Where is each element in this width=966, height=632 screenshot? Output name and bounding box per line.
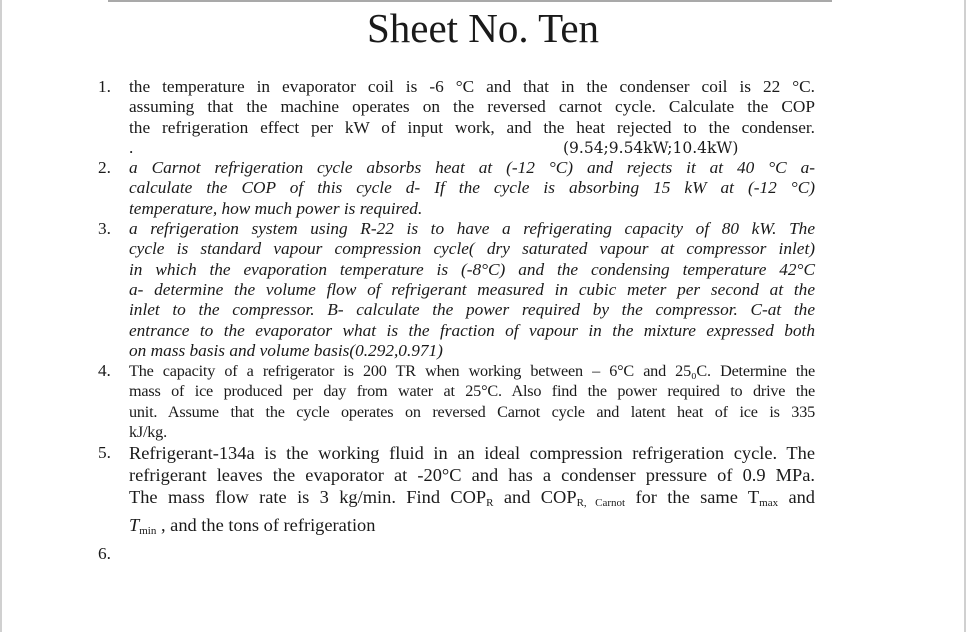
problem-number: 4. <box>98 361 111 381</box>
problem-list <box>0 77 966 565</box>
problem-line-part: and COP <box>493 487 577 508</box>
problem-line: mass of ice produced per day from water at 25°C. Also find the power required to drive the <box>129 382 815 401</box>
problem-line-with-subscripts <box>129 514 815 542</box>
problem-line-part: and <box>778 487 816 508</box>
problem-line: the refrigeration effect per kW of input work, and the heat rejected to the condenser. <box>129 117 815 137</box>
problem-number: 6. <box>98 544 111 564</box>
problem-4 <box>0 361 815 442</box>
problem-line-part: for the same T <box>625 487 760 508</box>
problem-1 <box>0 77 815 158</box>
problem-line: the temperature in evaporator coil is -6 °C and that in the condenser coil is 22 °C. <box>129 77 815 96</box>
problem-number: 5. <box>98 443 111 463</box>
subscript: R, Carnot <box>576 497 626 510</box>
answer-bullet: . <box>129 137 134 157</box>
problem-line: assuming that the machine operates on the reversed carnot cycle. Calculate the COP <box>129 97 815 117</box>
problem-line: a- determine the volume flow of refrigerant measured in cubic meter per second at the <box>129 279 815 299</box>
problem-line: temperature, how much power is required. <box>129 198 423 218</box>
problem-number: 1. <box>98 77 111 96</box>
problem-line: in which the evaporation temperature is (-8°C) and the condensing temperature 42°C <box>129 259 815 279</box>
variable-symbol: T <box>129 515 140 536</box>
problem-line: inlet to the compressor. B- calculate the power required by the compressor. C-at the <box>129 300 815 320</box>
problem-line: entrance to the evaporator what is the fraction of vapour in the mixture expressed both <box>129 320 815 340</box>
answer-row <box>129 138 815 158</box>
problem-line: calculate the COP of this cycle d- If the cycle is absorbing 15 kW at (-12 °C) <box>129 178 815 198</box>
problem-line-part: , and the tons of refrigeration <box>156 515 376 536</box>
problem-text <box>129 219 815 361</box>
top-rule <box>108 0 832 2</box>
problem-number: 3. <box>98 219 111 239</box>
problem-text <box>129 77 815 158</box>
problem-line: a refrigeration system using R-22 is to have a refrigerating capacity of 80 kW. The <box>129 219 815 239</box>
subscript: min <box>139 525 157 538</box>
problem-text <box>129 544 133 563</box>
problem-line: The capacity of a refrigerator is 200 TR when working between – 6°C and 25₀C. Determine the <box>129 362 815 381</box>
problem-line-with-subscripts <box>129 486 815 514</box>
problem-text <box>129 442 815 542</box>
page-title: Sheet No. Ten <box>366 5 600 51</box>
problem-line: a Carnot refrigeration cycle absorbs heat at (-12 °C) and rejects it at 40 °C a- <box>129 158 815 178</box>
problem-line: cycle is standard vapour compression cycle( dry saturated vapour at compressor inlet) <box>129 239 815 259</box>
problem-line-part: The mass flow rate is 3 kg/min. Find COP <box>129 487 487 508</box>
answer-text: (9.54;9.54kW;10.4kW) <box>563 138 739 157</box>
problem-6 <box>0 544 815 564</box>
subscript: max <box>759 497 779 510</box>
problem-line: unit. Assume that the cycle operates on reversed Carnot cycle and latent heat of ice is 335 <box>129 402 815 421</box>
problem-line: refrigerant leaves the evaporator at -20°C and has a condenser pressure of 0.9 MPa. <box>129 465 815 486</box>
problem-number: 2. <box>98 158 111 178</box>
problem-3 <box>0 219 815 361</box>
problem-line: kJ/kg. <box>129 423 167 442</box>
problem-text <box>129 361 815 442</box>
subscript: R <box>486 497 494 510</box>
problem-text <box>129 158 815 219</box>
problem-line: on mass basis and volume basis(0.292,0.971) <box>129 340 443 360</box>
problem-5 <box>0 442 815 542</box>
problem-2 <box>0 158 815 219</box>
problem-line: Refrigerant-134a is the working fluid in an ideal compression refrigeration cycle. The <box>129 443 815 464</box>
